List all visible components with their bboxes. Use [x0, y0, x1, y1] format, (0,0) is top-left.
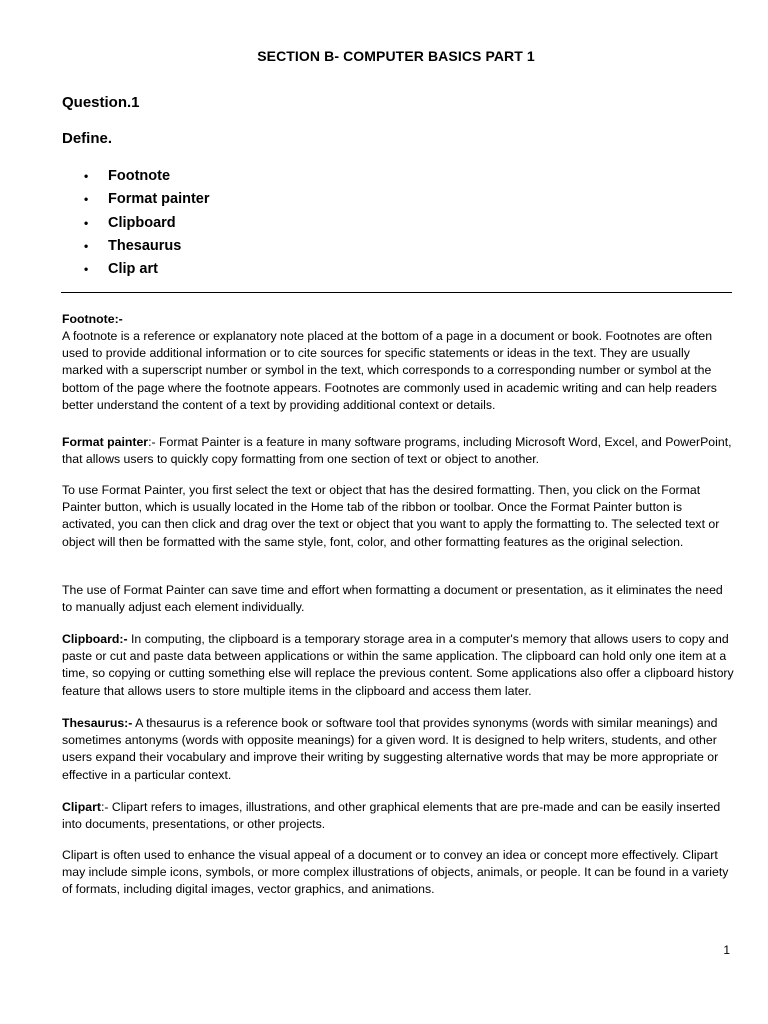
horizontal-divider [61, 292, 732, 293]
format-painter-term: Format painter [62, 435, 149, 449]
list-item [84, 165, 210, 188]
bullet-icon: • [84, 169, 89, 183]
thesaurus-definition [62, 715, 734, 784]
clipart-text: Clipart refers to images, illustrations, and other graphical elements that are pre-made and can be easily inserted into documents, presentations, or other projects. [62, 800, 721, 832]
list-item [84, 258, 210, 281]
term-label: Clip art [108, 261, 158, 278]
list-item [84, 212, 210, 235]
clipboard-definition [62, 631, 734, 700]
footnote-heading: Footnote:- [62, 312, 123, 326]
clipart-term: Clipart [62, 800, 101, 814]
bullet-icon: • [84, 192, 89, 207]
section-title: SECTION B- COMPUTER BASICS PART 1 [257, 48, 535, 64]
format-painter-usage: To use Format Painter, you first select the text or object that has the desired formatting. Then, you click on the Format Painter button, which is usually located in the Home tab of the ribbon or toolbar. Once the Format Painter button is activated, you can then click and drag over the text or object that you want to apply the formatting to. The selected text or object will then be formatted with the same style, font, color, and other formatting features as the original selection. [62, 483, 720, 549]
format-painter-separator: :- [148, 435, 160, 449]
format-painter-definition [62, 434, 734, 468]
bullet-icon: • [84, 262, 89, 277]
define-instruction: Define. [62, 130, 113, 147]
term-label: Thesaurus [108, 237, 182, 254]
thesaurus-term: Thesaurus:- [62, 716, 133, 730]
term-label: Footnote [108, 168, 171, 184]
format-painter-benefit: The use of Format Painter can save time and effort when formatting a document or presentation, as it eliminates the need to manually adjust each element individually. [62, 583, 723, 615]
list-item [84, 188, 210, 211]
question-heading: Question.1 [62, 94, 140, 111]
format-painter-text: Format Painter is a feature in many software programs, including Microsoft Word, Excel, and PowerPoint, that allows users to quickly copy formatting from one section of text or object to another. [62, 435, 732, 467]
bullet-icon: • [84, 238, 89, 253]
thesaurus-text: A thesaurus is a reference book or software tool that provides synonyms (words with similar meanings) and sometimes antonyms (words with opposite meanings) for a given word. It is designed to help writers, students, and other users expand their vocabulary and improve their writing by suggesting alternative words that may be more appropriate or effective in a particular context. [62, 716, 719, 782]
footnote-definition: A footnote is a reference or explanatory note placed at the bottom of a page in a document or book. Footnotes are often used to provide additional information or to cite sources for specific statements or ideas in the text. They are usually marked with a superscript number or symbol in the text, which corresponds to a corresponding number or symbol at the bottom of the page where the footnote appears. Footnotes are commonly used in academic writing and can help readers better understand the content of a text by providing additional context or details. [62, 329, 717, 412]
clipart-usage: Clipart is often used to enhance the visual appeal of a document or to convey an idea or concept more effectively. Clipart may include simple icons, symbols, or more complex illustrations of objects, animals, or people. It can be found in a variety of formats, including digital images, vector graphics, and animations. [62, 848, 729, 897]
clipart-definition [62, 799, 734, 833]
bullet-icon: • [84, 215, 89, 230]
term-list [84, 165, 210, 281]
clipboard-term: Clipboard:- [62, 632, 128, 646]
page-number: 1 [723, 943, 730, 957]
list-item [84, 235, 210, 258]
clipart-separator: :- [100, 800, 112, 814]
term-label: Clipboard [108, 214, 176, 231]
term-label: Format painter [108, 191, 210, 208]
clipboard-text: In computing, the clipboard is a temporary storage area in a computer's memory that allows users to copy and paste or cut and paste data between applications or within the same application. The clipboard can hold only one item at a time, so copying or cutting something else will replace the previous content. Some applications also offer a clipboard history feature that allows users to store multiple items in the clipboard and access them later. [62, 632, 734, 698]
